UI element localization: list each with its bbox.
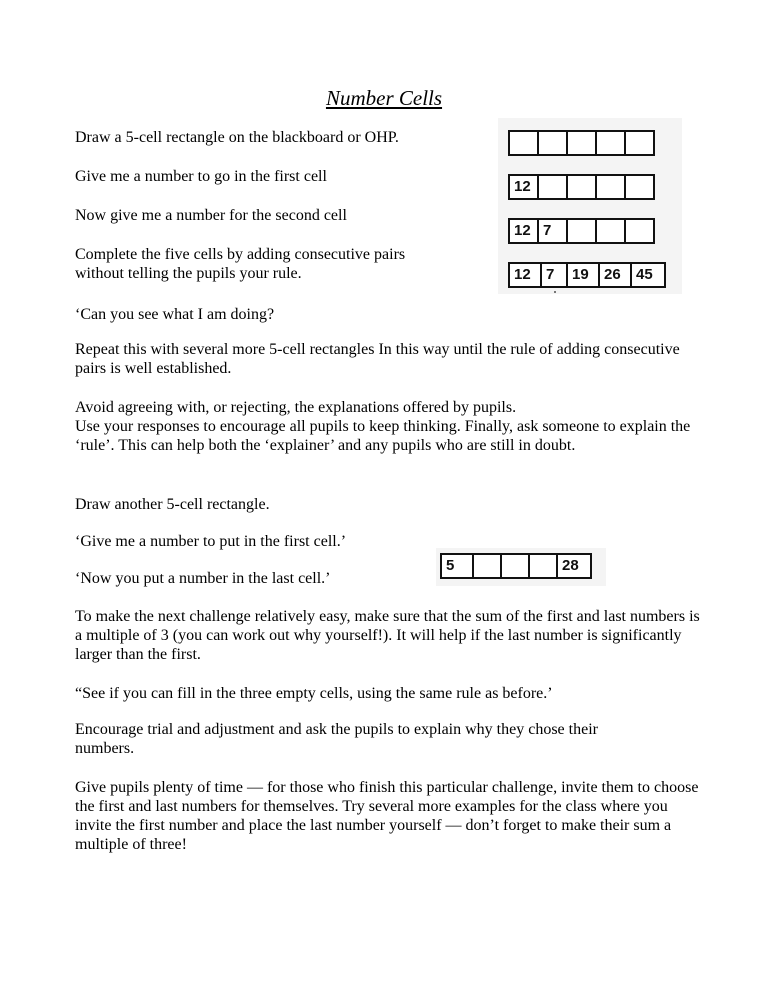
paragraph-draw-rectangle: Draw a 5-cell rectangle on the blackboard or OHP. bbox=[75, 129, 399, 146]
cell bbox=[566, 218, 597, 244]
cell bbox=[624, 218, 655, 244]
paragraph-plenty-time: Give pupils plenty of time — for those who finish this particular challenge, invite them to choose the first and last numbers for themselves. Try several more examples for the class where you invite the first number and place the last number yourself — don’t forget to make their sum a multiple of three! bbox=[75, 779, 699, 853]
cell: 26 bbox=[598, 262, 632, 288]
cell bbox=[566, 174, 597, 200]
cell bbox=[537, 130, 568, 156]
cell-row-two-values bbox=[508, 218, 655, 244]
challenge-cells-figure bbox=[436, 548, 606, 586]
scan-speck bbox=[554, 291, 556, 293]
page-title: Number Cells bbox=[325, 86, 443, 110]
cell: 19 bbox=[566, 262, 600, 288]
cell bbox=[500, 553, 530, 579]
cell bbox=[595, 130, 626, 156]
cell: 7 bbox=[537, 218, 568, 244]
paragraph-fill-empty: “See if you can fill in the three empty cells, using the same rule as before.’ bbox=[75, 685, 553, 702]
cell-row-one-value bbox=[508, 174, 655, 200]
cell bbox=[528, 553, 558, 579]
cell bbox=[537, 174, 568, 200]
cell: 7 bbox=[540, 262, 568, 288]
cell bbox=[508, 130, 539, 156]
paragraph-use-responses: Use your responses to encourage all pupils to keep thinking. Finally, ask someone to explain the ‘rule’. This can help both the ‘explainer’ and any pupils who are still in doubt. bbox=[75, 418, 691, 454]
cell-row-complete bbox=[508, 262, 666, 288]
paragraph-can-you-see: ‘Can you see what I am doing? bbox=[75, 306, 275, 323]
cell bbox=[595, 174, 626, 200]
challenge-cell-row bbox=[440, 553, 592, 579]
cell bbox=[566, 130, 597, 156]
cell: 12 bbox=[508, 174, 539, 200]
cell bbox=[624, 130, 655, 156]
paragraph-draw-another: Draw another 5-cell rectangle. bbox=[75, 496, 270, 513]
paragraph-encourage: Encourage trial and adjustment and ask the pupils to explain why they chose their numbers. bbox=[75, 721, 598, 757]
cell: 45 bbox=[630, 262, 666, 288]
paragraph-first-cell: Give me a number to go in the first cell bbox=[75, 168, 327, 185]
paragraph-last-cell: ‘Now you put a number in the last cell.’ bbox=[75, 570, 331, 587]
paragraph-complete-cells: Complete the five cells by adding consecutive pairs without telling the pupils your rule. bbox=[75, 246, 406, 282]
cell bbox=[472, 553, 502, 579]
cell-first: 5 bbox=[440, 553, 474, 579]
paragraph-next-challenge: To make the next challenge relatively easy, make sure that the sum of the first and last numbers is a multiple of 3 (you can work out why yourself!). It will help if the last number is significantly larger than the first. bbox=[75, 608, 700, 663]
cell-row-empty bbox=[508, 130, 655, 156]
cell bbox=[595, 218, 626, 244]
paragraph-second-cell: Now give me a number for the second cell bbox=[75, 207, 347, 224]
cell: 12 bbox=[508, 262, 542, 288]
cell-last: 28 bbox=[556, 553, 592, 579]
cell: 12 bbox=[508, 218, 539, 244]
paragraph-repeat: Repeat this with several more 5-cell rectangles In this way until the rule of adding consecutive pairs is well established. bbox=[75, 341, 680, 377]
paragraph-avoid-agreeing: Avoid agreeing with, or rejecting, the explanations offered by pupils. bbox=[75, 399, 517, 416]
number-cells-figure bbox=[498, 118, 682, 294]
paragraph-give-number-first: ‘Give me a number to put in the first cell.’ bbox=[75, 533, 347, 550]
cell bbox=[624, 174, 655, 200]
